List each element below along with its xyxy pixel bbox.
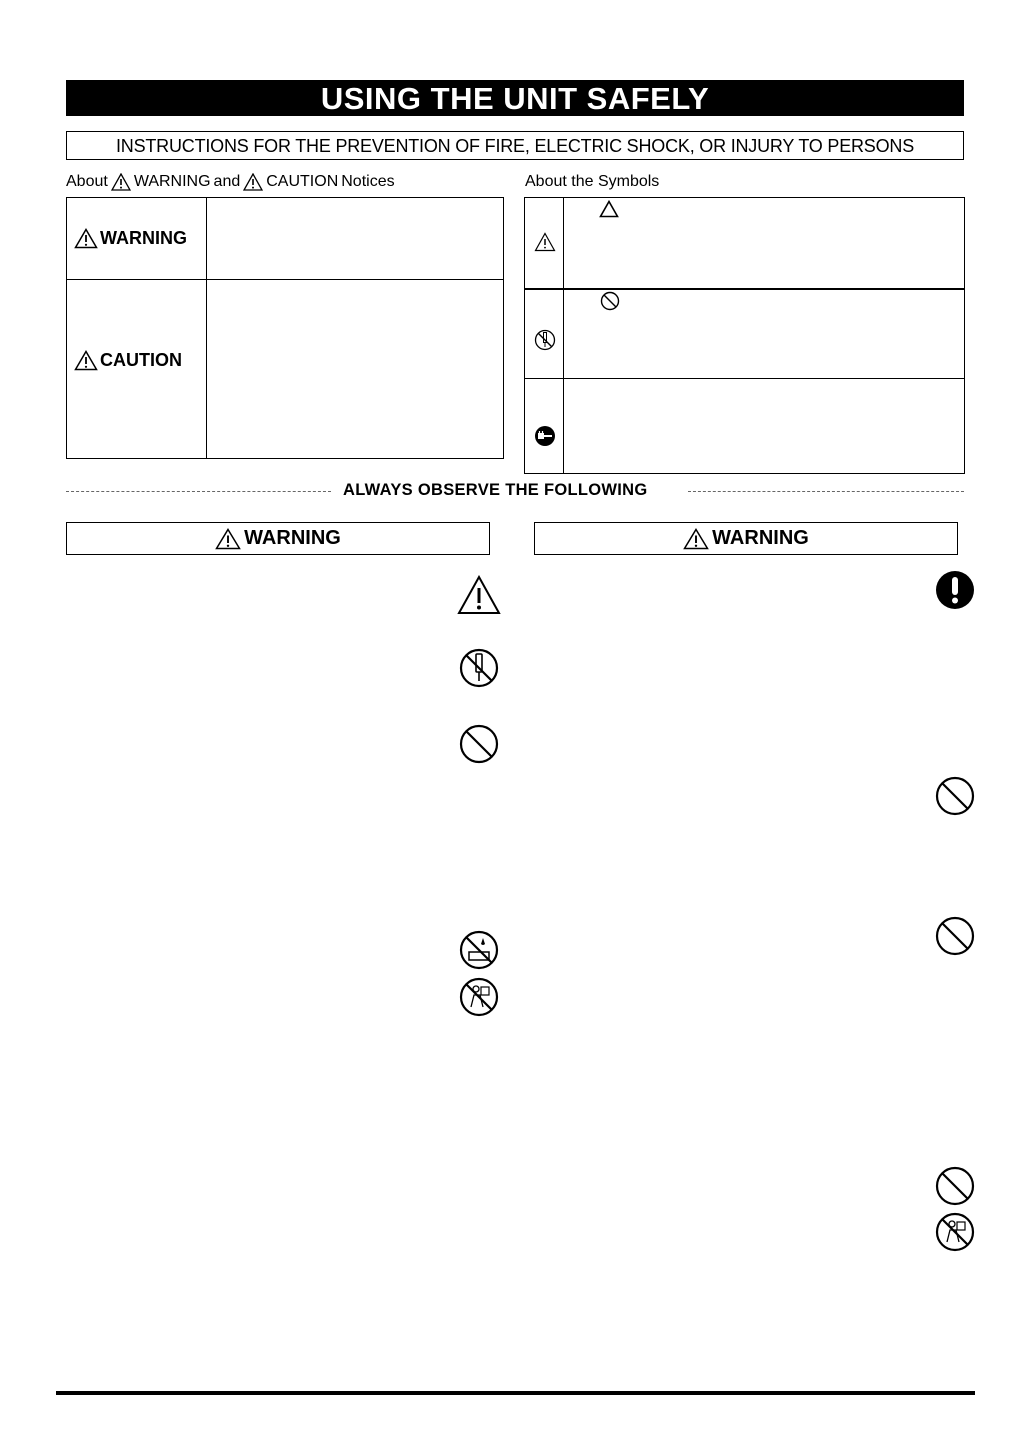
symbols-heading: About the Symbols [525,173,660,190]
notices-table-row-divider [66,279,503,280]
caution-badge-label: CAUTION [100,350,182,370]
warning-badge-label: WARNING [100,228,187,248]
notices-about-word: About [66,173,108,190]
symbols-table-divider [563,197,564,473]
notices-warning-word: WARNING [133,173,211,190]
no-children-icon [459,977,499,1017]
warning-triangle-icon [111,173,131,191]
caution-triangle-icon [74,350,98,371]
do-not-disassemble-icon [459,648,499,688]
prohibited-icon [935,1166,975,1206]
page-subtitle: INSTRUCTIONS FOR THE PREVENTION OF FIRE, ELECTRIC SHOCK, OR INJURY TO PERSONS [66,131,964,160]
notices-caution-word: CAUTION [266,173,339,190]
observe-divider-left [66,491,331,492]
prohibited-icon [600,291,620,311]
left-warning-header [66,522,490,555]
page-title: USING THE UNIT SAFELY [66,80,964,116]
footer-rule [56,1391,975,1395]
warning-badge [74,228,187,249]
symbols-row-divider-1 [524,288,965,290]
caution-triangle-icon [457,575,501,615]
do-not-disassemble-icon [534,329,556,351]
notices-table-divider [206,197,207,458]
warning-triangle-icon [683,528,709,550]
notices-heading [66,172,395,192]
no-children-icon [935,1212,975,1252]
prohibited-icon [935,776,975,816]
warning-triangle-icon [74,228,98,249]
right-warning-label: WARNING [712,527,809,549]
notices-and-word: and [213,173,241,190]
warning-triangle-icon [534,232,556,252]
prohibited-icon [459,724,499,764]
symbols-row-divider-2 [524,378,964,379]
symbols-table [524,197,965,474]
observe-divider-right [688,491,964,492]
unplug-icon [534,425,556,447]
right-warning-header [534,522,958,555]
prohibited-icon [935,916,975,956]
triangle-outline-icon [599,200,619,218]
observe-heading: ALWAYS OBSERVE THE FOLLOWING [343,481,648,499]
warning-triangle-icon [215,528,241,550]
left-warning-label: WARNING [244,527,341,549]
notices-word: Notices [341,173,395,190]
caution-badge [74,350,182,371]
no-water-icon [459,930,499,970]
caution-triangle-icon [243,173,263,191]
mandatory-exclamation-icon [935,570,975,610]
